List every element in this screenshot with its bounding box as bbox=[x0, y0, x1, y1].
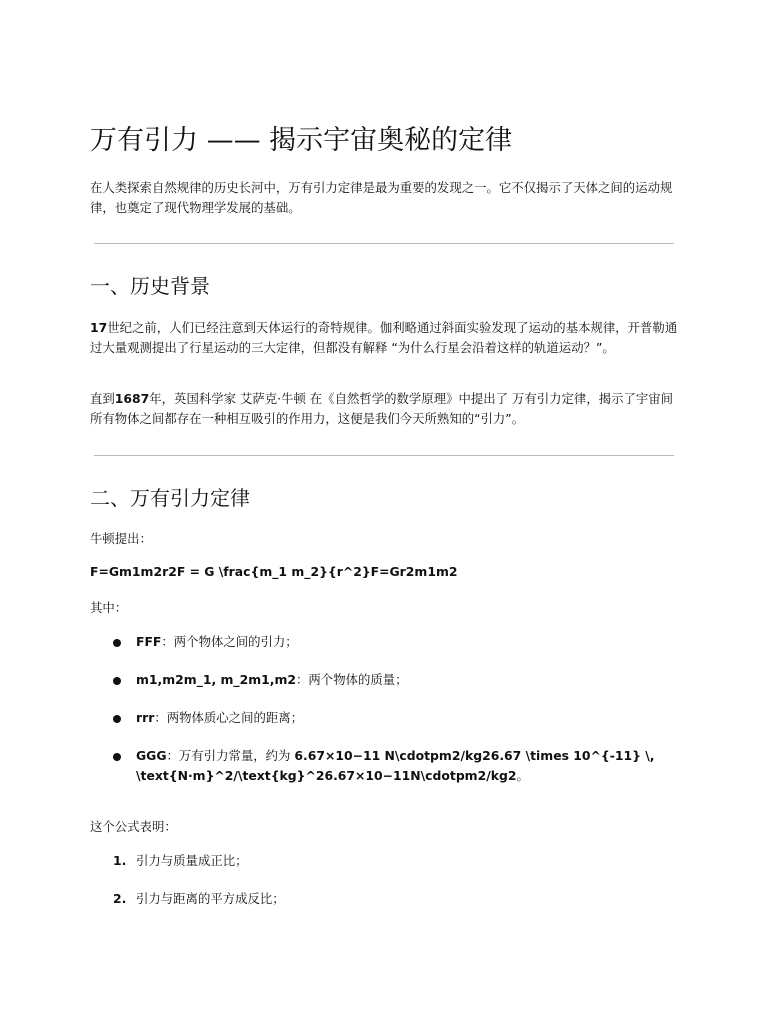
item-term: FFF bbox=[136, 634, 162, 649]
item-term: m1,m2m_1, m_2m1,m2 bbox=[136, 672, 297, 687]
gravity-formula: F=Gm1m2r2F = G \frac{m_1 m_2}{r^2}F=Gr2m1m2 bbox=[90, 564, 458, 579]
section-heading-law: 二、万有引力定律 bbox=[90, 486, 250, 510]
history-year: 1687 bbox=[114, 391, 150, 406]
meaning-lead-text: 这个公式表明： bbox=[90, 819, 177, 834]
item-desc: ：两个物体之间的引力； bbox=[161, 634, 298, 649]
bullet-dot bbox=[113, 753, 121, 761]
where-text: 其中： bbox=[90, 600, 128, 615]
history-paragraph-2-text: 年，英国科学家 艾萨克·牛顿 在《自然哲学的数学原理》中提出了 万有引力定律，揭示了宇宙间所有物体之间都存在一种相互吸引的作用力，这便是我们今天所熟知的“引力”。 bbox=[90, 391, 674, 426]
item-desc: ：两物体质心之间的距离； bbox=[154, 710, 304, 725]
bullet-dot bbox=[113, 677, 121, 685]
bullet-dot bbox=[113, 715, 121, 723]
list-item bbox=[136, 632, 676, 652]
item-desc: ：两个物体的质量； bbox=[296, 672, 408, 687]
item-term: rrr bbox=[136, 710, 155, 725]
intro-paragraph: 在人类探索自然规律的历史长河中，万有引力定律是最为重要的发现之一。它不仅揭示了天体之间的运动规律，也奠定了现代物理学发展的基础。 bbox=[90, 180, 673, 215]
list-item bbox=[136, 708, 676, 728]
history-paragraph-2-pre: 直到 bbox=[90, 391, 115, 406]
law-lead-text: 牛顿提出： bbox=[90, 531, 152, 546]
point-number: 1. bbox=[113, 853, 127, 868]
section-divider bbox=[94, 455, 674, 456]
item-term: GGG bbox=[136, 748, 167, 763]
bullet-dot bbox=[113, 639, 121, 647]
point-number: 2. bbox=[113, 891, 127, 906]
section-divider bbox=[94, 243, 674, 244]
item-tail: 。 bbox=[516, 768, 529, 783]
item-desc: ：万有引力常量，约为 bbox=[166, 748, 295, 763]
list-item bbox=[136, 746, 676, 786]
gravity-constant-value: 6.67×10−11 N\cdotpm2/kg26.67 \times 10^{-11} \, \text{N·m}^2/\text{kg}^26.67×10−11N\cdotpm2/kg2 bbox=[136, 748, 655, 783]
history-paragraph-1 bbox=[90, 318, 682, 358]
history-paragraph-2 bbox=[90, 389, 682, 429]
point-text: 引力与距离的平方成反比； bbox=[136, 891, 285, 906]
history-paragraph-1-text: 世纪之前，人们已经注意到天体运行的奇特规律。伽利略通过斜面实验发现了运动的基本规律，开普勒通过大量观测提出了行星运动的三大定律，但都没有解释 “为什么行星会沿着这样的轨道运动？”。 bbox=[90, 320, 678, 355]
section-heading-history: 一、历史背景 bbox=[90, 274, 210, 298]
list-item bbox=[136, 670, 676, 690]
point-text: 引力与质量成正比； bbox=[136, 853, 248, 868]
page-title: 万有引力 —— 揭示宇宙奥秘的定律 bbox=[90, 125, 513, 156]
history-century: 17 bbox=[90, 320, 108, 335]
